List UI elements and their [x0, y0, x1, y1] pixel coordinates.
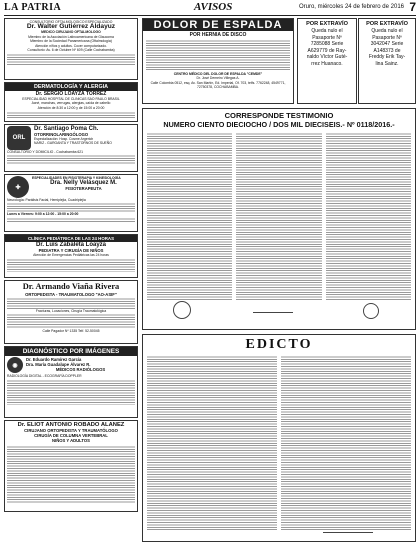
- doctor-name: Dr. Santiago Poma Ch.: [34, 126, 99, 132]
- notice-edicto: [142, 334, 416, 542]
- radiology-logo: ◉: [7, 357, 23, 373]
- specialty: CIRUGÍA DE COLUMNA VERTEBRAL: [34, 433, 108, 438]
- notice-line: 3042047 Serie: [370, 41, 404, 47]
- ad-line: CENTRO MÉDICO DEL DOLOR DE ESPALDA "CEMDE": [173, 72, 263, 76]
- orl-logo: ORL: [7, 126, 31, 150]
- ad-velasquez: [4, 174, 138, 232]
- ad-alanez: [4, 420, 138, 512]
- ad-address: CONSULTORIO Y DOMICILIO - Cochabamba 621: [7, 150, 84, 154]
- ad-line: Miembro de la Sociedad Panamericana (Oftalmología): [30, 39, 112, 44]
- text-lines: [7, 379, 135, 405]
- notice-line: Freddy Erik Tay-: [368, 54, 406, 60]
- text-column: [326, 132, 411, 300]
- doctor-name: Dr. Walter Gutiérrez Aldayuz: [26, 23, 116, 31]
- notary-stamp: [173, 301, 191, 319]
- specialty: MÉDICOS RADIÓLOGOS: [55, 367, 106, 372]
- notice-extravio-1: [297, 18, 357, 104]
- ad-vianna: [4, 280, 138, 344]
- ad-line: Dr. José Demeiro Villegas A.: [196, 76, 240, 81]
- text-column: [281, 355, 411, 531]
- notice-line: Pasaporte Nº: [372, 34, 402, 41]
- notice-title: CORRESPONDE TESTIMONIO: [224, 111, 334, 120]
- left-column: [4, 18, 138, 514]
- ad-address: Calle Colombia 0512, esq. Av. San Martín, Ed. Imperial, Of. 703, telfs. 7762248, 4549771, 72750378, COCHABAMBA.: [150, 80, 286, 90]
- signature-line: [253, 307, 293, 313]
- ad-line: Atención de Emergencias Pediátricas las 24 horas: [33, 253, 109, 257]
- doctor-name: Dr. Eduardo Ramírez García: [26, 357, 82, 362]
- signature-line: [323, 527, 373, 533]
- notary-stamp: [363, 303, 379, 319]
- text-lines: [7, 111, 135, 119]
- specialty: FISIOTERAPEUTA: [65, 186, 102, 192]
- ad-line: Especialización: Hosp. Cosme Argerich: [34, 137, 94, 141]
- ad-line: Neurología: Parálisis Facial, Hemiplejia, Cuadriplejia: [7, 198, 86, 202]
- ad-subtitle: POR HERNIA DE DISCO: [189, 32, 247, 38]
- text-lines: [7, 217, 135, 223]
- doctor-name: Dra. María Guadalupe Álvarez R.: [26, 362, 91, 367]
- notice-line: A629779 de Ray-: [307, 47, 347, 54]
- ad-banner: DIAGNÓSTICO POR IMÁGENES: [5, 347, 137, 356]
- doctor-name: Dr. ELIOT ANTONIO ROBADO ALANEZ: [17, 422, 125, 428]
- ad-gutierrez: [4, 18, 138, 80]
- ad-line: NARIZ - GARGANTA Y TRASTORNOS DE SUEÑO: [34, 141, 112, 146]
- ad-header: ESPECIALIDADES EN FISIOTERAPIA Y KINESIOLOGÍA: [32, 176, 121, 180]
- specialty: ORTOPEDISTA - TRAUMATOLOGO "AO-ASIF": [25, 292, 117, 297]
- page-number: 7: [409, 0, 416, 14]
- ad-title: DOLOR DE ESPALDA: [143, 19, 293, 31]
- notice-line: rrez Huanaco.: [311, 60, 343, 67]
- ad-dermatologia: [4, 82, 138, 122]
- ad-line: Atención niños y adultos. Cocer computarizado.: [35, 43, 107, 48]
- ad-address: Calle Pagador Nº 1335 Telf. 52-50045: [42, 329, 100, 334]
- ad-line: ESPECIALIDAD HOSPITAL DE CLINICAS SAO PAULO BRASIL: [22, 97, 120, 101]
- ad-banner: DERMATOLOGÍA Y ALERGIA: [5, 83, 137, 91]
- notice-title: POR EXTRAVÍO: [366, 21, 408, 27]
- text-column: [236, 132, 321, 300]
- ad-line: Fracturas, Luxaciones, Cirugía Traumatológica: [35, 309, 107, 313]
- physio-logo: ✚: [7, 176, 29, 198]
- ad-line: Acné, manchas, verrugas, alergias, caída de cabello: [31, 101, 111, 106]
- ad-address: Consultorio: Av. 6 de Octubre Nº 609 (Calle Cochabamba): [27, 48, 115, 53]
- paper-name: LA PATRIA: [4, 2, 62, 13]
- specialty: PEDIATRA Y CIRUGÍA DE NIÑOS: [38, 248, 104, 253]
- masthead: [4, 2, 416, 16]
- notice-line: Pasaporte Nº: [312, 34, 342, 41]
- text-lines: [7, 297, 135, 309]
- notice-line: 7285088 Serie: [310, 41, 344, 47]
- notice-line: naldo Víctor Guté-: [306, 54, 348, 60]
- notice-title: EDICTO: [245, 337, 313, 352]
- doctor-name: Dr. Luis Zabaleta Loayza: [35, 242, 107, 248]
- notice-subtitle: NUMERO CIENTO DIECIOCHO / DOS MIL DIECISEIS.- Nº 0118/2016.-: [163, 120, 395, 129]
- text-lines: [7, 258, 135, 272]
- ad-line: RADIOLOGÍA DIGITAL - ECOGRAFÍA DOPPLER: [7, 374, 82, 378]
- text-lines: [7, 53, 135, 65]
- ad-zabaleta: [4, 234, 138, 278]
- ad-dolor-espalda: [142, 18, 294, 104]
- notice-line: Queda nulo el: [371, 28, 403, 34]
- notice-line: lina Sainz.: [375, 60, 399, 67]
- doctor-name: Dr. SERGIO LOAYZA TORREZ: [35, 91, 107, 97]
- text-column: [147, 355, 277, 531]
- ad-line: Miembro de la Asociación Latinoamericana de Glaucoma: [28, 34, 114, 39]
- notice-extravio-2: [358, 18, 416, 104]
- notice-testimonio: [142, 108, 416, 330]
- specialty: CIRUJANO ORTOPEDISTA Y TRAUMATÓLOGO: [24, 428, 118, 433]
- ad-diagnostico: [4, 346, 138, 418]
- specialty: MEDICO CIRUJANO OFTALMOLOGO: [41, 30, 101, 35]
- notice-line: A148373 de: [373, 47, 401, 54]
- doctor-name: Dra. Nelly Velásquez M.: [50, 180, 117, 187]
- ad-hours: Lunes a Viernes: 9:00 a 12:00 - 15:00 a 20:00: [7, 212, 79, 217]
- notice-title: POR EXTRAVÍO: [306, 21, 348, 27]
- notice-line: Queda nulo el: [311, 28, 343, 34]
- text-lines: [7, 313, 135, 329]
- text-column: [147, 132, 232, 300]
- text-lines: [7, 445, 135, 503]
- section-title: AVISOS: [194, 1, 233, 13]
- doctor-name: Dr. Armando Viaña Rivera: [22, 282, 120, 291]
- ad-line: Atención de 8:30 a 12:00 y de 15:00 a 20:00: [37, 105, 105, 110]
- ad-header: CONSULTORIO OFTALMOLOGICO ESPECIALIZADO: [29, 20, 113, 24]
- ad-banner: CLÍNICA PEDIÁTRICA DE LAS 24 HORAS: [5, 235, 137, 242]
- text-lines: [7, 202, 135, 212]
- issue-date: Oruro, miércoles 24 de febrero de 2016: [298, 4, 404, 10]
- text-lines: [7, 154, 135, 164]
- specialty: NIÑOS Y ADULTOS: [52, 438, 90, 443]
- text-lines: [146, 39, 290, 71]
- ad-poma: [4, 124, 138, 172]
- specialty: OTORRINOLARINGÓLOGO: [34, 132, 89, 137]
